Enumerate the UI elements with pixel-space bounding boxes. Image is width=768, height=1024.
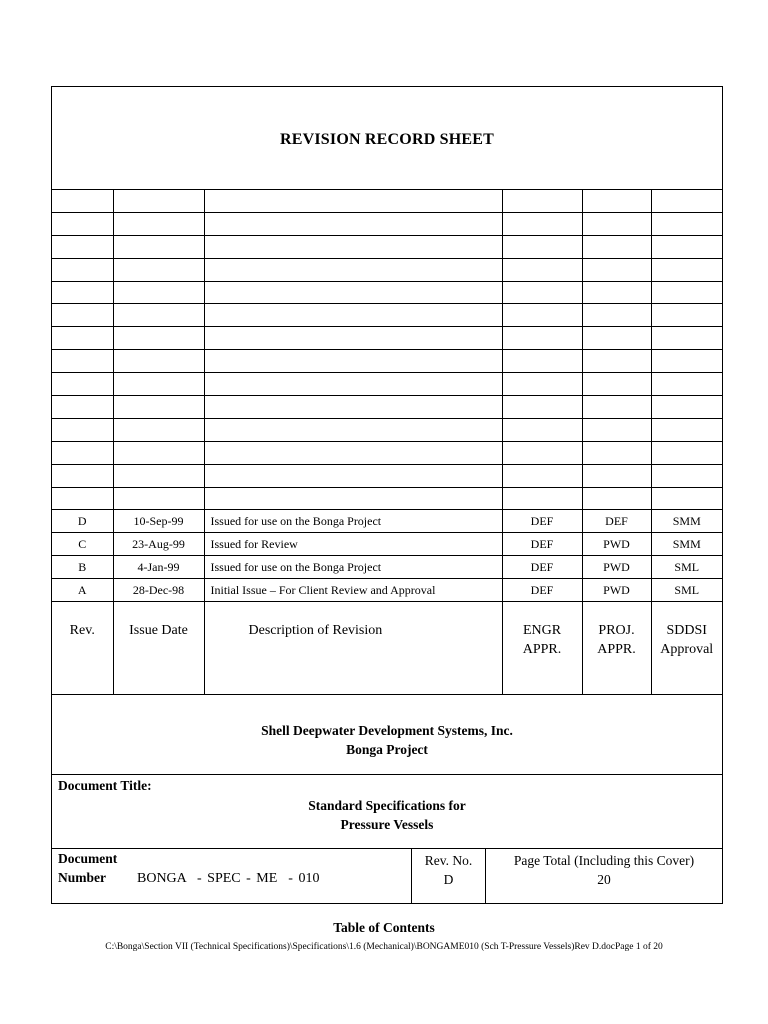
document-number-cell [52, 849, 412, 903]
revision-record-frame [51, 86, 723, 904]
blank-row [52, 418, 722, 441]
blank-row [52, 464, 722, 487]
engr-appr-cell: DEF [502, 556, 582, 579]
footer-file-path: C:\Bonga\Section VII (Technical Specifications)\Specifications\1.6 (Mechanical)\BONGAME010 (Sch T-Pressure Vessels)Rev D.docPage 1 of 20 [105, 942, 663, 952]
rev-header: Rev. [52, 602, 113, 695]
proj-header-line2: APPR. [597, 642, 636, 658]
engr-appr-cell: DEF [502, 510, 582, 533]
project-name: Bonga Project [346, 742, 428, 757]
revision-header-row [52, 602, 722, 695]
rev-no-label: Rev. No. [424, 853, 473, 868]
sddsi-approval-header [651, 602, 722, 695]
revision-row [52, 510, 722, 533]
engr-appr-header [502, 602, 582, 695]
revision-table-body [52, 190, 722, 695]
blank-row [52, 373, 722, 396]
sddsi-approval-cell: SMM [651, 533, 722, 556]
engr-appr-cell: DEF [502, 579, 582, 602]
rev-cell: B [52, 556, 113, 579]
description-header: Description of Revision [204, 602, 502, 695]
document-title-line1: Standard Specifications for [308, 798, 466, 813]
proj-header-line1: PROJ. [598, 623, 635, 639]
rev-no-cell [412, 849, 486, 903]
blank-row [52, 441, 722, 464]
proj-appr-header [582, 602, 651, 695]
proj-appr-cell: PWD [582, 533, 651, 556]
blank-row [52, 396, 722, 419]
company-block [52, 702, 722, 775]
blank-row [52, 487, 722, 510]
revision-row [52, 533, 722, 556]
document-number-value: BONGA - SPEC - ME - 010 [137, 871, 320, 886]
rev-cell: C [52, 533, 113, 556]
issue-date-cell: 23-Aug-99 [113, 533, 204, 556]
description-cell: Initial Issue – For Client Review and Approval [204, 579, 502, 602]
rev-cell: D [52, 510, 113, 533]
blank-row [52, 327, 722, 350]
page-total-value: 20 [597, 872, 611, 887]
revision-table [52, 189, 722, 695]
proj-appr-cell: PWD [582, 556, 651, 579]
description-cell: Issued for Review [204, 533, 502, 556]
rev-cell: A [52, 579, 113, 602]
blank-row [52, 190, 722, 213]
sddsi-approval-cell: SML [651, 556, 722, 579]
document-title-label: Document Title: [58, 778, 152, 793]
proj-appr-cell: DEF [582, 510, 651, 533]
document-title-value [52, 796, 722, 834]
revision-row [52, 579, 722, 602]
document-number-label-line1: Document [58, 851, 118, 866]
document-number-block [52, 849, 722, 903]
blank-row [52, 258, 722, 281]
description-cell: Issued for use on the Bonga Project [204, 510, 502, 533]
blank-row [52, 350, 722, 373]
proj-appr-cell: PWD [582, 579, 651, 602]
sddsi-approval-cell: SML [651, 579, 722, 602]
blank-row [52, 304, 722, 327]
engr-appr-cell: DEF [502, 533, 582, 556]
issue-date-header: Issue Date [113, 602, 204, 695]
sddsi-header-line1: SDDSI [666, 623, 707, 639]
toc-heading: Table of Contents [333, 920, 435, 935]
sheet-title: REVISION RECORD SHEET [279, 131, 495, 148]
blank-row [52, 212, 722, 235]
issue-date-cell: 28-Dec-98 [113, 579, 204, 602]
revision-row [52, 556, 722, 579]
rev-no-value: D [443, 872, 454, 887]
issue-date-cell: 4-Jan-99 [113, 556, 204, 579]
page-total-label: Page Total (Including this Cover) [513, 853, 695, 868]
document-number-label-line2: Number [58, 870, 106, 885]
engr-header-line2: APPR. [522, 642, 562, 658]
description-cell: Issued for use on the Bonga Project [204, 556, 502, 579]
sddsi-approval-cell: SMM [651, 510, 722, 533]
engr-header-line1: ENGR [522, 623, 562, 639]
issue-date-cell: 10-Sep-99 [113, 510, 204, 533]
sddsi-header-line2: Approval [660, 642, 714, 658]
blank-row [52, 281, 722, 304]
document-title-line2: Pressure Vessels [340, 817, 434, 832]
blank-row [52, 235, 722, 258]
page-total-cell [486, 849, 722, 905]
document-title-block [52, 775, 722, 849]
company-name: Shell Deepwater Development Systems, Inc. [261, 723, 513, 738]
